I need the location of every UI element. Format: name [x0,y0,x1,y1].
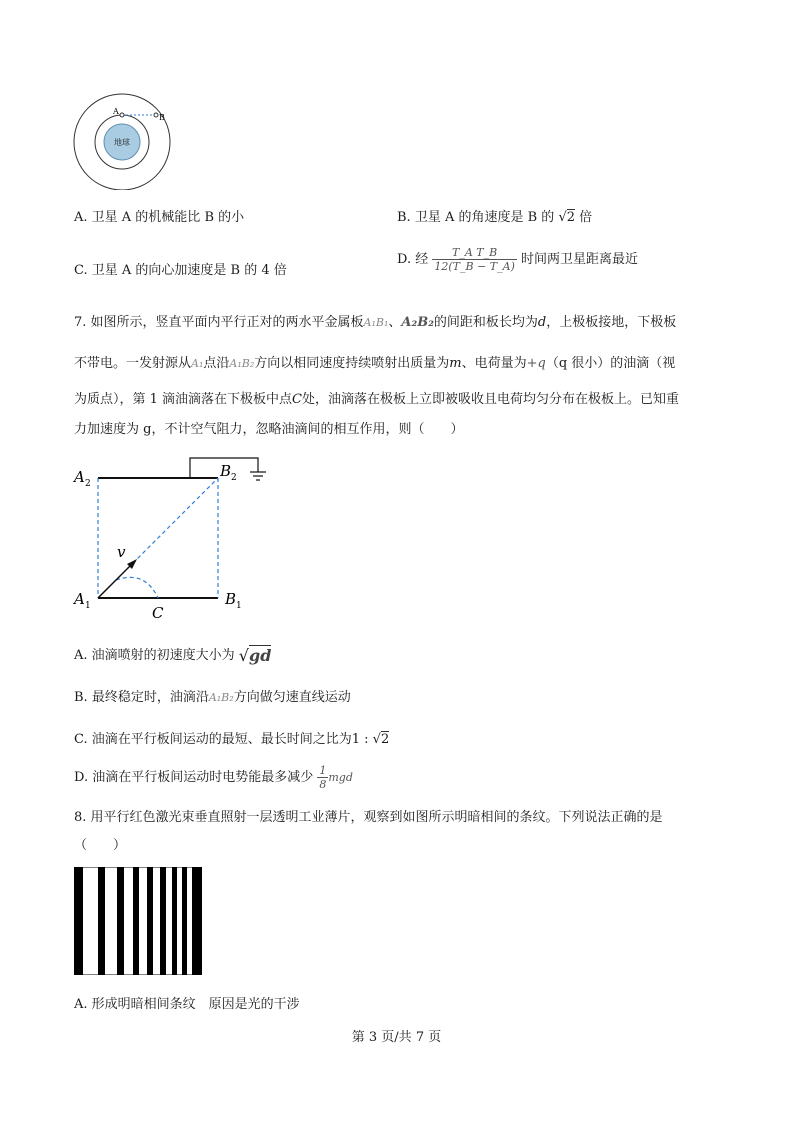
label-c: C [152,604,164,622]
q7-line-4: 力加速度为 g，不计空气阻力，忽略油滴间的相互作用，则（ ） [74,422,464,437]
q8-line-1: 8. 用平行红色激光束垂直照射一层透明工业薄片，观察到如图所示明暗相间的条纹。下列说法正确的是 [74,810,663,825]
q6-option-c: C. 卫星 A 的向心加速度是 B 的 4 倍 [74,263,287,278]
svg-text:2: 2 [231,473,237,483]
page-footer: 第 3 页/共 7 页 [351,1030,442,1045]
q7-option-d: D. 油滴在平行板间运动时电势能最多减少 $\frac{1}{8}$ mgd [74,764,353,791]
sqrt-2: √2 [558,210,576,225]
fraction-time: $\frac{\text{T\_A T\_B}}{12(T\_B - T\_A)}$ [434,246,515,273]
q7-option-a: A. 油滴喷射的初速度大小为 √gd [74,646,272,665]
fringe-pattern-figure [74,867,202,975]
label-a: A [113,107,119,116]
label-a2: A [74,468,85,486]
sqrt-gd: √gd [238,646,272,665]
svg-text:1: 1 [85,601,91,611]
orbit-figure [66,90,186,190]
satellite-b [154,113,158,117]
label-a1: A [74,590,85,608]
earth-label: 地球 [114,138,130,147]
plates-figure [70,452,280,624]
q8-line-2: （ ） [74,838,127,853]
q7-option-c: C. 油滴在平行板间运动的最短、最长时间之比为1 : √2 [74,732,390,747]
label-v: v [117,543,126,561]
q6-option-a: A. 卫星 A 的机械能比 B 的小 [74,210,245,225]
satellite-a [120,113,124,117]
svg-text:2: 2 [85,479,91,489]
q7-line-3: 为质点），第 1 滴油滴落在下极板中点C处，油滴落在极板上立即被吸收且电荷均匀分布在极板上。已知重 [74,392,680,407]
fraction-one-eighth: $\frac{1}{8}$ [319,764,327,791]
q7-line-2: 不带电。一发射源从A₁点沿A₁B₂方向以相同速度持续喷射出质量为m、电荷量为+q（q 很小）的油滴（视 [74,356,676,371]
label-b1: B [225,590,237,608]
label-b: B [159,113,165,122]
q6-option-b: B. 卫星 A 的角速度是 B 的 √2 倍 [397,210,593,225]
q7-option-b: B. 最终稳定时，油滴沿A₁B₂方向做匀速直线运动 [74,690,351,705]
q6-option-d: D. 经 $\frac{\text{T\_A T\_B}}{12(T\_B - T\_A)}$ 时间两卫星距离最近 [397,246,639,273]
q7-line-1: 7. 如图所示，竖直平面内平行正对的两水平金属板A₁B₁、A₂B₂的间距和板长均为d，上极板接地，下极板 [74,315,677,330]
sqrt-2b: √2 [372,732,390,747]
q8-option-a: A. 形成明暗相间条纹 原因是光的干涉 [74,997,300,1012]
svg-text:1: 1 [236,601,242,611]
label-b2: B [220,462,232,480]
